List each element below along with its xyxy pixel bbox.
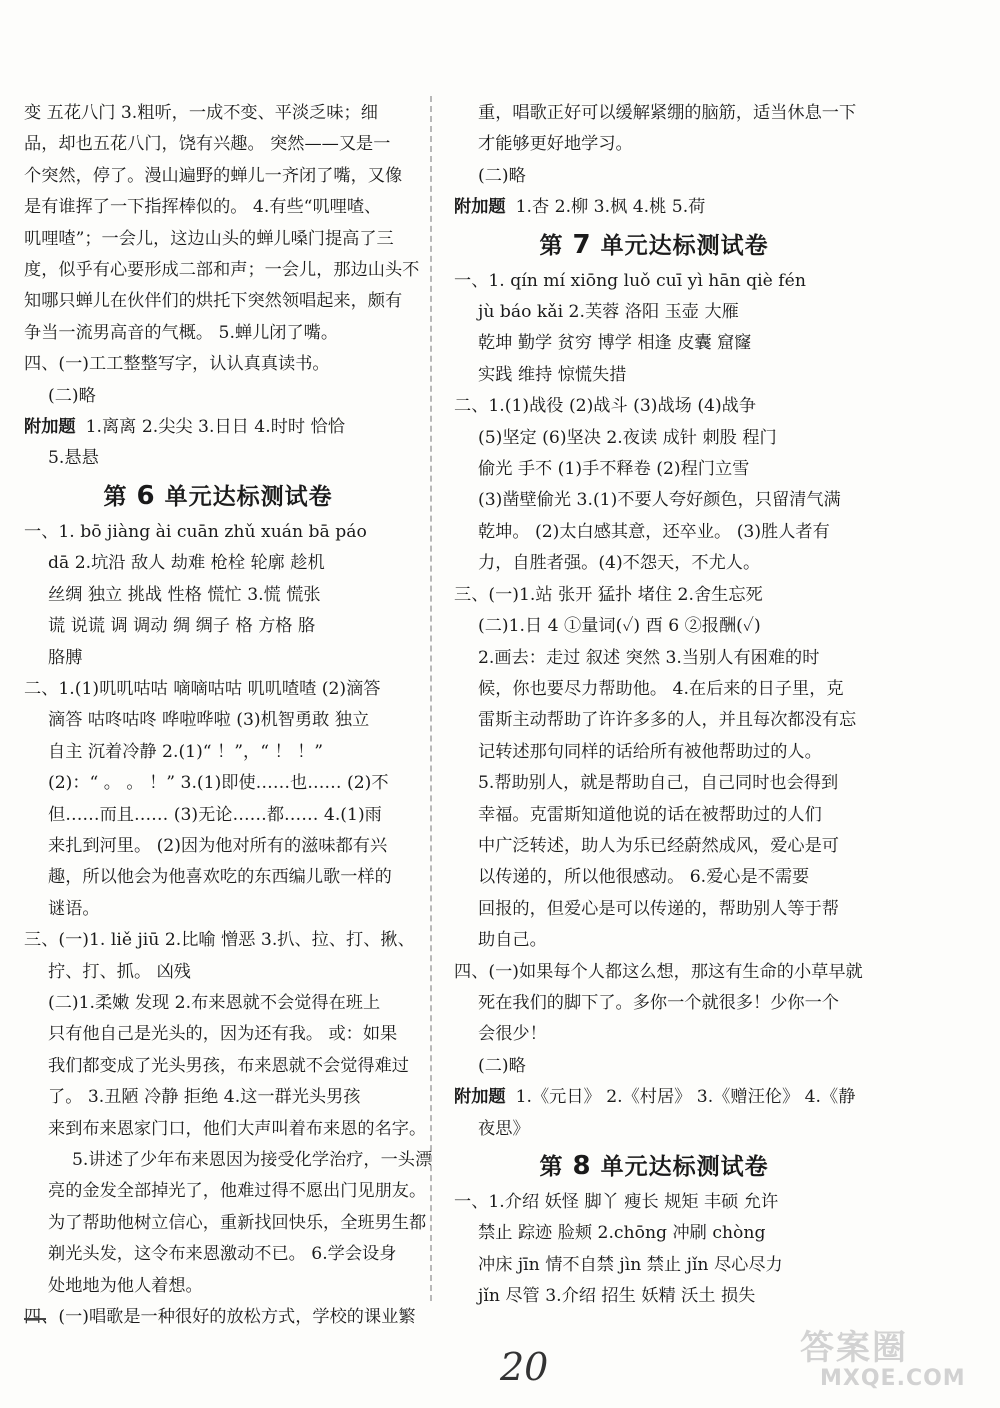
answer-text: 变 五花八门 3.粗听，一成不变、平淡乏味；细 (24, 103, 378, 123)
answer-line (454, 423, 854, 454)
answer-text: (二)1.柔嫩 发现 2.布来恩就不会觉得在班上 (48, 992, 381, 1013)
answer-line (454, 98, 857, 129)
answer-line (454, 800, 854, 831)
section-heading (24, 477, 412, 515)
heading-prefix: 第 (539, 232, 564, 259)
answer-text: (二)1.日 4 ①量词(✓) 酉 6 ②报酬(✓) (478, 616, 761, 637)
answer-line (24, 580, 412, 611)
answer-line (454, 957, 863, 988)
answer-text: 记转述那句同样的话给所有被他帮助过的人。 (478, 741, 822, 762)
answer-line (454, 831, 854, 862)
answer-text: 幸福。克雷斯知道他说的话在被帮助过的人们 (478, 804, 822, 825)
answer-text: 力，自胜者强。(4)不怨天，不尤人。 (478, 553, 761, 574)
answer-line (454, 611, 854, 642)
answer-text: 一、1. qín mí xiōng luǒ cuī yì hān qiè fén (454, 270, 806, 291)
answer-text: 剃光头发，这令布来恩激动不已。 6.学会设身 (48, 1244, 397, 1265)
answer-text: 2.画去：走过 叙述 突然 3.当别人有困难的时 (478, 647, 820, 668)
answer-line (454, 517, 854, 548)
answer-text: 度，似乎有心要形成二部和声；一会儿，那边山头不 (24, 260, 420, 281)
heading-unit-number: 7 (572, 229, 592, 260)
answer-line (24, 548, 412, 579)
answer-text: 叽哩喳”；一会儿，这边山头的蝉儿嗓门提高了三 (24, 228, 394, 249)
heading-suffix: 单元达标测试卷 (600, 232, 769, 259)
answer-line (454, 548, 854, 579)
answer-text: 三、(一)1. liě jiū 2.比喻 憎恶 3.扒、拉、打、揪、 (24, 930, 415, 951)
answer-text: 为了帮助他树立信心，重新找回快乐，全班男生都 (48, 1212, 427, 1233)
answer-line (454, 1187, 854, 1218)
answer-line (454, 1114, 854, 1145)
answer-text: 个突然，停了。漫山遍野的蝉儿一齐闭了嘴，又像 (24, 165, 403, 186)
answer-text: 胳膊 (48, 647, 83, 668)
answer-text: 但……而且…… (3)无论……都…… 4.(1)雨 (48, 804, 382, 825)
answer-text: 偷光 手不 (1)手不释卷 (2)程门立雪 (478, 459, 750, 480)
answer-line (24, 349, 412, 380)
answer-text: 趣，所以他会为他喜欢吃的东西编儿歌一样的 (48, 867, 392, 888)
left-column (24, 98, 433, 1333)
watermark-url: MXQE.COM (820, 1366, 966, 1391)
answer-line (24, 286, 412, 317)
answer-text: 争当一流男高音的气概。 5.蝉儿闭了嘴。 (24, 322, 339, 343)
answer-line (454, 862, 854, 893)
answer-line (454, 1250, 854, 1281)
answer-line (24, 957, 412, 988)
answer-text: 滴答 咕咚咕咚 哗啦哗啦 (3)机智勇敢 独立 (48, 710, 370, 731)
answer-text: 拧、打、抓。 凶残 (48, 961, 191, 982)
answer-text: dā 2.坑沿 敌人 劫难 枪栓 轮廓 趁机 (48, 553, 325, 574)
answer-text: 来扎到河里。 (2)因为他对所有的滋味都有兴 (48, 835, 388, 856)
answer-text: 5.帮助别人，就是帮助自己，自己同时也会得到 (478, 773, 839, 794)
bonus-label: 附加题 (454, 197, 506, 218)
answer-line (454, 1019, 854, 1050)
answer-text: 四、(一)如果每个人都这么想，那这有生命的小草早就 (454, 961, 863, 982)
answer-text: 处地地为他人着想。 (48, 1275, 203, 1296)
answer-line (24, 517, 412, 548)
answer-text: 了。 3.丑陋 冷静 拒绝 4.这一群光头男孩 (48, 1087, 361, 1108)
column-divider (430, 96, 432, 1301)
answer-line (24, 894, 412, 925)
answer-text: 禁止 踪迹 脸颊 2.chōng 冲刷 chòng (478, 1223, 766, 1244)
heading-prefix: 第 (103, 483, 128, 510)
answer-text: (二)略 (478, 165, 526, 186)
answer-text: 才能够更好地学习。 (478, 134, 633, 155)
heading-suffix: 单元达标测试卷 (164, 483, 333, 510)
answer-line (454, 328, 854, 359)
bonus-label: 附加题 (24, 417, 76, 438)
answer-text: 我们都变成了光头男孩，布来恩就不会觉得难过 (48, 1055, 409, 1076)
answer-line (24, 1239, 412, 1270)
answer-text: 助自己。 (478, 930, 547, 951)
answer-text: 会很少！ (478, 1024, 547, 1045)
answer-line (454, 580, 854, 611)
answer-line (454, 705, 857, 736)
answer-line (24, 705, 412, 736)
answer-line (24, 255, 420, 286)
answer-text: 谜语。 (48, 898, 100, 919)
answer-line (24, 161, 412, 192)
answer-text: 知哪只蝉儿在伙伴们的烘托下突然领唱起来，颇有 (24, 291, 403, 312)
answer-line (24, 925, 415, 956)
answer-text: 5.讲述了少年布来恩因为接受化学治疗，一头漂 (72, 1150, 433, 1170)
answer-line (24, 1051, 412, 1082)
answer-text: 5.悬悬 (48, 448, 99, 469)
section-heading (454, 226, 854, 264)
answer-line (24, 381, 412, 412)
answer-line (454, 674, 854, 705)
answer-line (24, 611, 412, 642)
watermark-title: 答案圈 (800, 1328, 908, 1368)
answer-text: 四、(一)工工整整写字，认认真真读书。 (24, 354, 330, 375)
answer-line (454, 988, 854, 1019)
answer-text: 三、(一)1.站 张开 猛扑 堵住 2.舍生忘死 (454, 584, 763, 605)
answer-line (454, 129, 854, 160)
answer-text: 二、1.(1)叽叽咕咕 嘀嘀咕咕 叽叽喳喳 (2)滴答 (24, 678, 381, 699)
answer-text: 雷斯主动帮助了许许多多的人，并且每次都没有忘 (478, 710, 857, 731)
answer-line (454, 391, 854, 422)
section-heading (454, 1147, 854, 1185)
answer-line (24, 318, 412, 349)
heading-suffix: 单元达标测试卷 (600, 1154, 769, 1180)
answer-line (454, 768, 854, 799)
answer-line (24, 674, 412, 705)
answer-text: 丝绸 独立 挑战 性格 慌忙 3.慌 慌张 (48, 584, 321, 605)
answer-text: 四、(一)唱歌是一种很好的放松方式，学校的课业繁 (24, 1307, 416, 1328)
answer-text: 一、1.介绍 妖怪 脚丫 瘦长 规矩 丰硕 允许 (454, 1192, 779, 1212)
answer-line (24, 1019, 412, 1050)
answer-line (24, 1114, 427, 1145)
answer-text: 一、1. bō jiàng ài cuān zhǔ xuán bā páo (24, 521, 367, 542)
answer-line (454, 737, 854, 768)
answer-text: 来到布来恩家门口，他们大声叫着布来恩的名字。 (48, 1118, 427, 1139)
answer-line (454, 360, 854, 391)
answer-line (24, 831, 412, 862)
answer-text: 夜思》 (478, 1118, 530, 1139)
answer-text: (3)凿壁偷光 3.(1)不要人夸好颜色，只留清气满 (478, 490, 841, 511)
answer-text: 品，却也五花八门，饶有兴趣。 突然——又是一 (24, 134, 391, 155)
answer-line (454, 925, 854, 956)
answer-text: 冲床 jīn 情不自禁 jìn 禁止 jǐn 尽心尽力 (478, 1254, 783, 1275)
answer-text: 乾坤 勤学 贫穷 博学 相逢 皮囊 窟窿 (478, 333, 752, 354)
answer-text: 死在我们的脚下了。多你一个就很多！少你一个 (478, 992, 839, 1013)
answer-line (454, 485, 854, 516)
heading-unit-number: 6 (136, 480, 156, 511)
answer-line (24, 129, 412, 160)
answer-line (24, 737, 412, 768)
answer-line (24, 862, 412, 893)
answer-text: 候，你也要尽力帮助他。 4.在后来的日子里，克 (478, 678, 844, 699)
answer-line (24, 1208, 427, 1239)
answer-line (454, 297, 854, 328)
answer-line (454, 192, 854, 223)
answer-text: 二、1.(1)战役 (2)战斗 (3)战场 (4)战争 (454, 396, 757, 417)
answer-text: 1.杏 2.柳 3.枫 4.桃 5.荷 (515, 197, 706, 218)
answer-text: 自主 沉着冷静 2.(1)“ ！”，“ ！ ！” (48, 741, 324, 762)
answer-line (24, 1176, 427, 1207)
answer-line (454, 1082, 854, 1113)
answer-line (454, 894, 854, 925)
answer-text: 1.《元日》 2.《村居》 3.《赠汪伦》 4.《静 (515, 1087, 856, 1108)
page-number: 20 (500, 1345, 549, 1389)
answer-text: jǐn 尽管 3.介绍 招生 妖精 沃土 损失 (478, 1286, 756, 1307)
answer-text: 以传递的，所以他很感动。 6.爱心是不需要 (478, 867, 810, 888)
heading-unit-number: 8 (572, 1151, 592, 1181)
watermark (800, 1320, 990, 1400)
answer-text: 是有谁挥了一下指挥棒似的。 4.有些“叽哩喳、 (24, 197, 382, 218)
answer-line (24, 988, 412, 1019)
answer-line (454, 1218, 854, 1249)
answer-text: jù báo kǎi 2.芙蓉 洛阳 玉壶 大雁 (478, 302, 739, 323)
answer-line (454, 454, 854, 485)
answer-line (24, 1082, 412, 1113)
footer-rule (24, 1318, 46, 1320)
answer-line (24, 98, 412, 129)
answer-line (24, 443, 412, 474)
answer-line (24, 1145, 433, 1176)
answer-text: (2)：“ 。 。 ！” 3.(1)即使……也…… (2)不 (48, 773, 389, 794)
answer-text: 重，唱歌正好可以缓解紧绷的脑筋，适当休息一下 (478, 103, 857, 123)
answer-line (454, 643, 854, 674)
answer-line (24, 1271, 412, 1302)
answer-line (454, 266, 854, 297)
answer-line (24, 643, 412, 674)
answer-line (454, 161, 854, 192)
bonus-label: 附加题 (454, 1087, 506, 1108)
answer-line (24, 412, 412, 443)
answer-line (24, 800, 412, 831)
answer-line (454, 1051, 854, 1082)
answer-line (24, 224, 412, 255)
answer-text: 中广泛转述，助人为乐已经蔚然成风，爱心是可 (478, 835, 839, 856)
answer-text: 只有他自己是光头的，因为还有我。 或：如果 (48, 1024, 398, 1045)
answer-text: 实践 维持 惊慌失措 (478, 364, 627, 385)
answer-text: 1.离离 2.尖尖 3.日日 4.时时 恰恰 (85, 417, 345, 438)
answer-line (24, 768, 412, 799)
heading-prefix: 第 (539, 1154, 564, 1180)
answer-text: (5)坚定 (6)坚决 2.夜读 成针 刺股 程门 (478, 427, 777, 448)
answer-text: 亮的金发全部掉光了，他难过得不愿出门见朋友。 (48, 1181, 427, 1202)
answer-line (24, 1302, 416, 1333)
right-column (454, 98, 863, 1313)
answer-line (454, 1281, 854, 1312)
answer-text: 乾坤。 (2)太白感其意，还卒业。 (3)胜人者有 (478, 521, 830, 542)
answer-text: 谎 说谎 调 调动 绸 绸子 格 方格 胳 (48, 616, 316, 637)
answer-text: (二)略 (48, 385, 96, 406)
answer-line (24, 192, 412, 223)
answer-text: 回报的，但爱心是可以传递的，帮助别人等于帮 (478, 898, 839, 919)
answer-text: (二)略 (478, 1055, 526, 1076)
